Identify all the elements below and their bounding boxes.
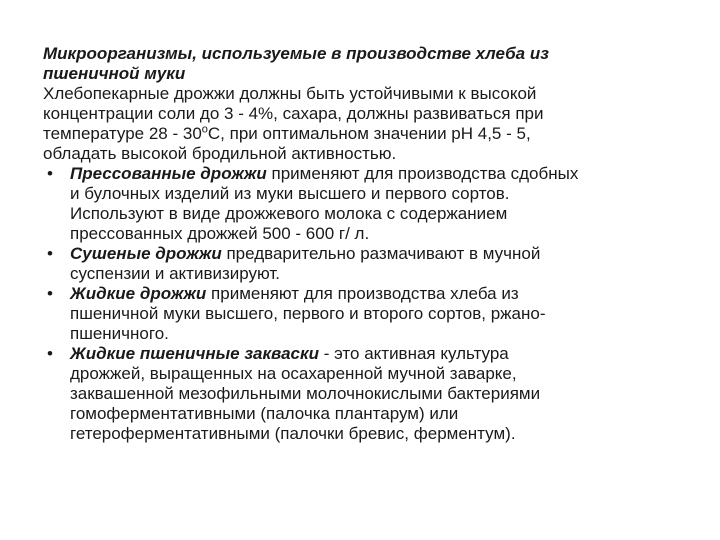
- intro-line-2: концентрации соли до 3 - 4%, сахара, должны развиваться при: [43, 104, 544, 123]
- bullet-first-rest: применяют для производства хлеба из: [206, 284, 519, 303]
- title-line-1: Микроорганизмы, используемые в производстве хлеба из: [43, 44, 549, 63]
- bullet-line: Используют в виде дрожжевого молока с содержанием: [70, 204, 508, 223]
- intro-ph-text: С, при оптимальном значении рН 4,5 - 5,: [207, 124, 531, 143]
- bullet-list: [43, 164, 683, 444]
- bullet-term: Сушеные дрожжи: [70, 244, 222, 263]
- bullet-icon: •: [47, 284, 53, 303]
- bullet-icon: •: [47, 244, 53, 263]
- bullet-first-line: [70, 344, 683, 364]
- bullet-line: гомоферментативными (палочка плантарум) или: [70, 404, 459, 423]
- bullet-icon: •: [47, 344, 53, 363]
- title-line-2: пшеничной муки: [43, 64, 186, 83]
- bullet-first-rest: - это активная культура: [319, 344, 509, 363]
- bullet-first-line: [70, 284, 683, 304]
- bullet-item-liquid-sourdough: [43, 344, 683, 444]
- bullet-first-rest: предварительно размачивают в мучной: [221, 244, 541, 263]
- bullet-line: гетероферментативными (палочки бревис, ферментум).: [70, 424, 516, 443]
- bullet-item-liquid-yeast: [43, 284, 683, 344]
- bullet-term: Жидкие дрожжи: [70, 284, 207, 303]
- bullet-icon: •: [47, 164, 53, 183]
- bullet-term: Жидкие пшеничные закваски: [70, 344, 320, 363]
- slide-title: [43, 44, 683, 84]
- bullet-first-line: [70, 164, 683, 184]
- bullet-term: Прессованные дрожжи: [70, 164, 267, 183]
- degree-superscript: о: [201, 123, 208, 136]
- bullet-item-pressed-yeast: [43, 164, 683, 244]
- bullet-line: заквашенной мезофильными молочнокислыми бактериями: [70, 384, 541, 403]
- bullet-line: дрожжей, выращенных на осахаренной мучной заварке,: [70, 364, 517, 383]
- bullet-line: прессованных дрожжей 500 - 600 г/ л.: [70, 224, 370, 243]
- bullet-line: суспензии и активизируют.: [70, 264, 281, 283]
- bullet-first-line: [70, 244, 683, 264]
- intro-line-1: Хлебопекарные дрожжи должны быть устойчивыми к высокой: [43, 84, 537, 103]
- intro-paragraph: [43, 84, 683, 164]
- intro-line-3: [43, 123, 683, 144]
- intro-line-4: обладать высокой бродильной активностью.: [43, 144, 397, 163]
- bullet-line: пшеничного.: [70, 324, 169, 343]
- bullet-line: и булочных изделий из муки высшего и первого сортов.: [70, 184, 510, 203]
- bullet-item-dried-yeast: [43, 244, 683, 284]
- bullet-line: пшеничной муки высшего, первого и второго сортов, ржано-: [70, 304, 546, 323]
- intro-temperature-text: температуре 28 - 30: [43, 124, 202, 143]
- bullet-first-rest: применяют для производства сдобных: [266, 164, 579, 183]
- slide-content: [43, 44, 683, 444]
